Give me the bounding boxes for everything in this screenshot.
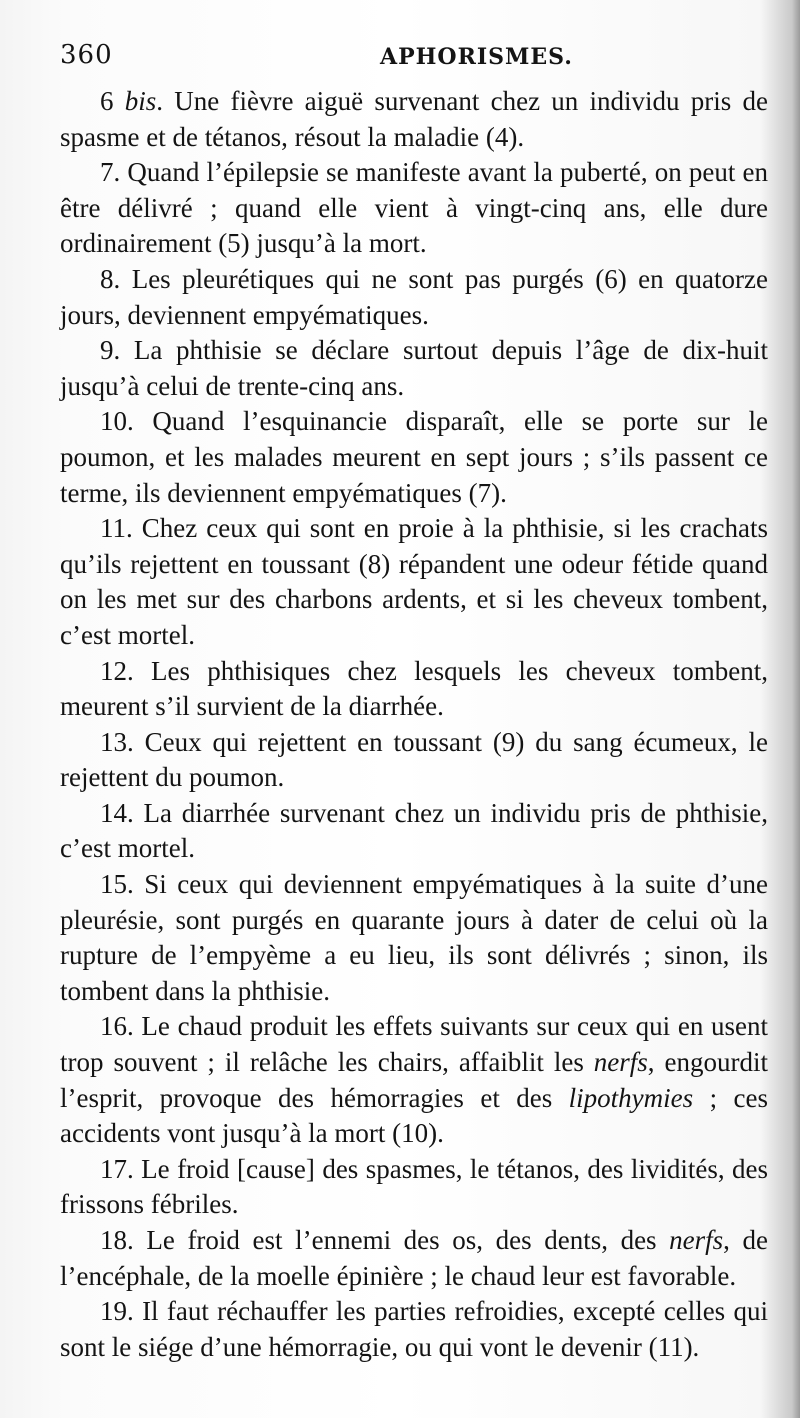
aphorism-14: 14. La diarrhée survenant chez un individu pris de phthisie, c’est mortel. — [60, 797, 768, 864]
page-header — [60, 38, 780, 78]
aphorism-17: 17. Le froid [cause] des spasmes, le tétanos, des lividités, des frissons fébriles. — [60, 1153, 768, 1220]
aphorisms-text — [60, 84, 768, 1365]
aphorism-11: 11. Chez ceux qui sont en proie à la phthisie, si les crachats qu’ils rejettent en toussant (8) répandent une odeur fétide quand on les met sur des charbons ardents, et si les cheveux tombent, c’est mortel. — [60, 513, 768, 650]
running-head: APHORISMES. — [380, 44, 573, 70]
aphorism-12: 12. Les phthisiques chez lesquels les cheveux tombent, meurent s’il survient de la diarrhée. — [60, 655, 768, 722]
aphorism-19: 19. Il faut réchauffer les parties refroidies, excepté celles qui sont le siége d’une hémorragie, ou qui vont le devenir (11). — [60, 1296, 768, 1362]
aphorism-8: 8. Les pleurétiques qui ne sont pas purgés (6) en quatorze jours, deviennent empyématiques. — [60, 263, 768, 330]
aphorism-7: 7. Quand l’épilepsie se manifeste avant la puberté, on peut en être délivré ; quand elle vient à vingt-cinq ans, elle dure ordinairement (5) jusqu’à la mort. — [60, 157, 768, 259]
page-number: 360 — [60, 40, 113, 70]
aphorism-9: 9. La phthisie se déclare surtout depuis l’âge de dix-huit jusqu’à celui de trente-cinq ans. — [60, 335, 769, 401]
aphorism-18: 18. Le froid est l’ennemi des os, des dents, des nerfs, de l’encéphale, de la moelle épinière ; le chaud leur est favorable. — [60, 1225, 769, 1291]
aphorism-10: 10. Quand l’esquinancie disparaît, elle se porte sur le poumon, et les malades meurent en sept jours ; s’ils passent ce terme, ils deviennent empyématiques (7). — [60, 406, 768, 508]
aphorism-15: 15. Si ceux qui deviennent empyématiques à la suite d’une pleurésie, sont purgés en quarante jours à dater de celui où la rupture de l’empyème a eu lieu, ils sont délivrés ; sinon, ils tombent dans la phthisie. — [60, 869, 768, 1006]
aphorism-13: 13. Ceux qui rejettent en toussant (9) du sang écumeux, le rejettent du poumon. — [60, 726, 769, 793]
aphorism-16: 16. Le chaud produit les effets suivants sur ceux qui en usent trop souvent ; il relâche les chairs, affaiblit les nerfs, engourdit l’esprit, provoque des hémorragies et des lipothymies ; ces accidents vont jusqu’à la mort (10). — [60, 1011, 768, 1149]
aphorism-6bis: 6 bis. Une fièvre aiguë survenant chez un individu pris de spasme et de tétanos, résout la maladie (4). — [60, 86, 769, 152]
